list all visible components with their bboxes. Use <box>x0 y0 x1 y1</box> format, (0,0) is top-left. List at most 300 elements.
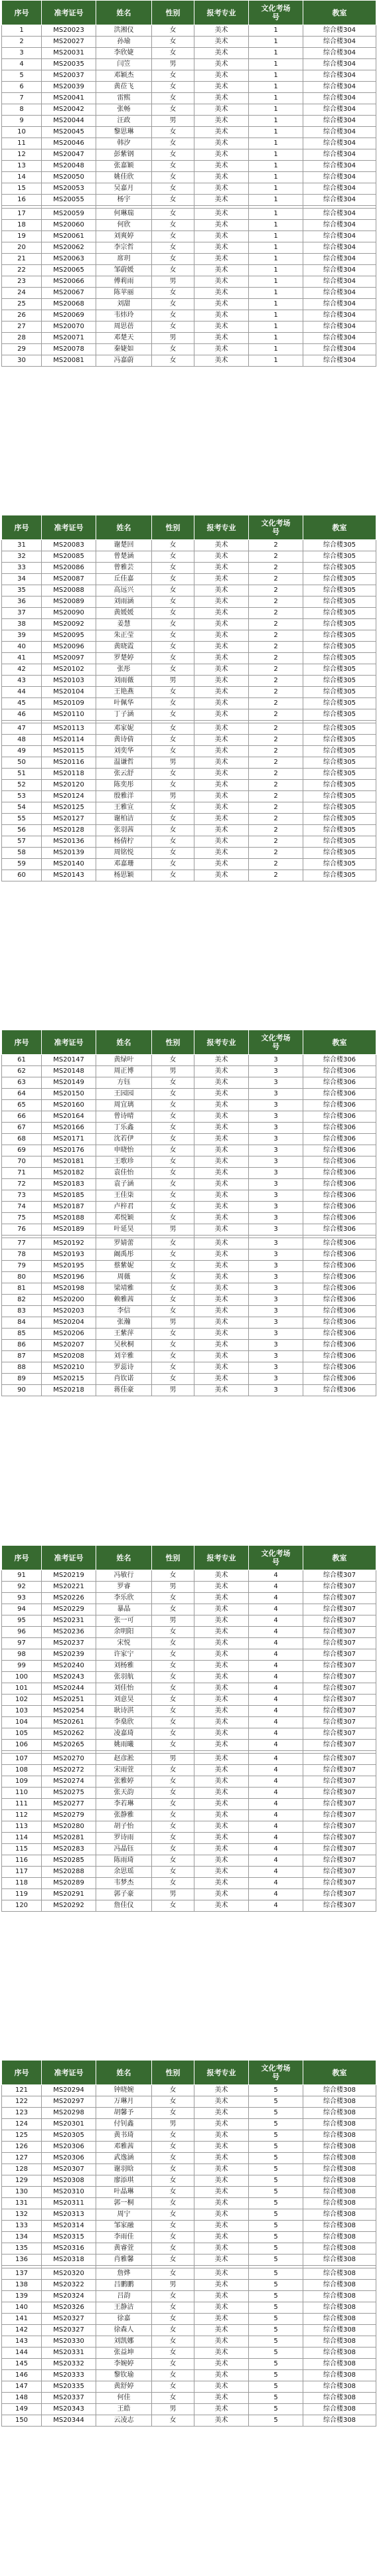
cell-name: 王皓 <box>96 2404 152 2415</box>
cell-major: 美术 <box>194 664 249 676</box>
table-row <box>2 2243 376 2254</box>
cell-seq: 128 <box>2 2164 42 2175</box>
table-row <box>2 757 376 769</box>
cell-exam-id: MS20262 <box>42 1728 96 1740</box>
cell-gender: 女 <box>152 1213 194 1224</box>
cell-classroom: 综合楼305 <box>303 664 376 676</box>
cell-exam-id: MS20092 <box>42 619 96 630</box>
cell-major: 美术 <box>194 1867 249 1878</box>
cell-classroom: 综合楼307 <box>303 1638 376 1649</box>
cell-classroom: 综合楼305 <box>303 746 376 757</box>
cell-exam-id: MS20215 <box>42 1374 96 1385</box>
table-row <box>2 769 376 780</box>
cell-exam-room: 5 <box>249 2347 303 2359</box>
cell-major: 美术 <box>194 209 249 220</box>
cell-gender: 女 <box>152 1855 194 1867</box>
cell-exam-id: MS20120 <box>42 780 96 791</box>
cell-major: 美术 <box>194 2221 249 2232</box>
table-row <box>2 2153 376 2164</box>
cell-name: 袁子涵 <box>96 1179 152 1190</box>
cell-gender: 女 <box>152 1100 194 1111</box>
cell-gender: 女 <box>152 1788 194 1799</box>
header-seq: 序号 <box>2 2061 42 2085</box>
cell-gender: 女 <box>152 1661 194 1672</box>
cell-classroom: 综合楼308 <box>303 2198 376 2209</box>
cell-exam-room: 4 <box>249 1776 303 1788</box>
header-gender: 性别 <box>152 1 194 25</box>
cell-seq: 37 <box>2 608 42 619</box>
table-row <box>2 1238 376 1249</box>
cell-gender: 女 <box>152 1202 194 1213</box>
table-row <box>2 93 376 104</box>
cell-name: 赖雅茜 <box>96 1295 152 1306</box>
cell-gender: 女 <box>152 195 194 206</box>
cell-name: 刘雨薇 <box>96 676 152 687</box>
cell-gender: 女 <box>152 2336 194 2347</box>
cell-seq: 42 <box>2 664 42 676</box>
cell-gender: 男 <box>152 1385 194 1396</box>
cell-seq: 140 <box>2 2302 42 2314</box>
cell-seq: 6 <box>2 82 42 93</box>
cell-major: 美术 <box>194 1706 249 1717</box>
table-row <box>2 1765 376 1776</box>
cell-classroom: 综合楼306 <box>303 1111 376 1123</box>
cell-major: 美术 <box>194 2130 249 2142</box>
cell-gender: 男 <box>152 2280 194 2291</box>
cell-name: 詹烨 <box>96 2268 152 2280</box>
cell-exam-room: 3 <box>249 1179 303 1190</box>
cell-exam-room: 1 <box>249 161 303 172</box>
cell-exam-id: MS20160 <box>42 1100 96 1111</box>
cell-gender: 男 <box>152 1224 194 1236</box>
table-row <box>2 2254 376 2266</box>
cell-seq: 12 <box>2 149 42 161</box>
cell-gender: 女 <box>152 2175 194 2187</box>
cell-name: 钟晓婉 <box>96 2085 152 2096</box>
cell-gender: 男 <box>152 59 194 70</box>
table-row <box>2 2164 376 2175</box>
cell-classroom: 综合楼308 <box>303 2187 376 2198</box>
cell-seq: 38 <box>2 619 42 630</box>
cell-major: 美术 <box>194 183 249 195</box>
cell-exam-id: MS20183 <box>42 1179 96 1190</box>
cell-classroom: 综合楼307 <box>303 1754 376 1765</box>
cell-major: 美术 <box>194 2325 249 2336</box>
table-row <box>2 1374 376 1385</box>
cell-classroom: 综合楼308 <box>303 2302 376 2314</box>
cell-gender: 女 <box>152 2393 194 2404</box>
cell-major: 美术 <box>194 1754 249 1765</box>
cell-classroom: 综合楼308 <box>303 2175 376 2187</box>
table-row <box>2 1134 376 1145</box>
cell-gender: 女 <box>152 1821 194 1833</box>
cell-exam-room: 2 <box>249 653 303 664</box>
cell-classroom: 综合楼304 <box>303 299 376 310</box>
cell-seq: 41 <box>2 653 42 664</box>
cell-exam-id: MS20219 <box>42 1570 96 1582</box>
header-classroom: 教室 <box>303 515 376 540</box>
cell-gender: 女 <box>152 1717 194 1728</box>
cell-classroom: 综合楼308 <box>303 2119 376 2130</box>
table-row <box>2 735 376 746</box>
cell-gender: 女 <box>152 1179 194 1190</box>
cell-seq: 86 <box>2 1340 42 1351</box>
cell-major: 美术 <box>194 149 249 161</box>
cell-exam-room: 1 <box>249 183 303 195</box>
cell-seq: 29 <box>2 344 42 355</box>
cell-name: 宋悦 <box>96 1638 152 1649</box>
cell-classroom: 综合楼306 <box>303 1100 376 1111</box>
cell-name: 杨倩柠 <box>96 836 152 848</box>
cell-exam-room: 5 <box>249 2393 303 2404</box>
cell-name: 黄书琦 <box>96 2130 152 2142</box>
cell-exam-id: MS20332 <box>42 2359 96 2370</box>
table-row <box>2 333 376 344</box>
table-row <box>2 1661 376 1672</box>
cell-classroom: 综合楼307 <box>303 1615 376 1627</box>
table-row <box>2 1649 376 1661</box>
cell-major: 美术 <box>194 709 249 721</box>
cell-gender: 女 <box>152 2325 194 2336</box>
cell-major: 美术 <box>194 1306 249 1317</box>
cell-classroom: 综合楼304 <box>303 333 376 344</box>
cell-major: 美术 <box>194 1089 249 1100</box>
cell-exam-id: MS20071 <box>42 333 96 344</box>
cell-gender: 女 <box>152 2130 194 2142</box>
cell-name: 许家宁 <box>96 1649 152 1661</box>
cell-name: 何欣 <box>96 220 152 231</box>
cell-name: 秦婕如 <box>96 344 152 355</box>
cell-classroom: 综合楼304 <box>303 209 376 220</box>
cell-name: 李婉婷 <box>96 2359 152 2370</box>
cell-gender: 男 <box>152 333 194 344</box>
cell-exam-room: 4 <box>249 1604 303 1615</box>
header-name: 姓名 <box>96 1546 152 1570</box>
cell-exam-room: 3 <box>249 1213 303 1224</box>
table-row <box>2 1111 376 1123</box>
cell-exam-room: 5 <box>249 2302 303 2314</box>
cell-name: 蒋佳豪 <box>96 1385 152 1396</box>
cell-name: 雷熙 <box>96 93 152 104</box>
cell-major: 美术 <box>194 1329 249 1340</box>
cell-major: 美术 <box>194 2268 249 2280</box>
cell-major: 美术 <box>194 2232 249 2243</box>
cell-name: 黄绿叶 <box>96 1055 152 1066</box>
cell-major: 美术 <box>194 1077 249 1089</box>
cell-classroom: 综合楼304 <box>303 242 376 254</box>
cell-classroom: 综合楼308 <box>303 2359 376 2370</box>
cell-major: 美术 <box>194 1066 249 1077</box>
cell-exam-room: 2 <box>249 870 303 881</box>
table-row <box>2 2198 376 2209</box>
cell-classroom: 综合楼305 <box>303 585 376 597</box>
header-name: 姓名 <box>96 1030 152 1055</box>
cell-name: 吕韵 <box>96 2291 152 2302</box>
cell-exam-room: 1 <box>249 333 303 344</box>
cell-gender: 男 <box>152 276 194 288</box>
cell-exam-room: 2 <box>249 551 303 563</box>
cell-seq: 14 <box>2 172 42 183</box>
cell-seq: 24 <box>2 288 42 299</box>
cell-exam-room: 3 <box>249 1202 303 1213</box>
cell-name: 刘凯娜 <box>96 2336 152 2347</box>
cell-exam-room: 5 <box>249 2221 303 2232</box>
cell-major: 美术 <box>194 322 249 333</box>
cell-exam-id: MS20118 <box>42 769 96 780</box>
cell-exam-id: MS20231 <box>42 1615 96 1627</box>
cell-exam-id: MS20198 <box>42 1283 96 1295</box>
cell-classroom: 综合楼307 <box>303 1717 376 1728</box>
cell-exam-id: MS20114 <box>42 735 96 746</box>
cell-major: 美术 <box>194 2198 249 2209</box>
cell-seq: 111 <box>2 1799 42 1810</box>
header-classroom: 教室 <box>303 1 376 25</box>
cell-major: 美术 <box>194 1134 249 1145</box>
cell-exam-id: MS20109 <box>42 698 96 709</box>
cell-name: 周思蓓 <box>96 322 152 333</box>
cell-classroom: 综合楼307 <box>303 1627 376 1638</box>
cell-exam-room: 1 <box>249 288 303 299</box>
cell-major: 美术 <box>194 746 249 757</box>
cell-seq: 63 <box>2 1077 42 1089</box>
cell-classroom: 综合楼307 <box>303 1728 376 1740</box>
cell-seq: 91 <box>2 1570 42 1582</box>
cell-exam-room: 5 <box>249 2381 303 2393</box>
cell-seq: 113 <box>2 1821 42 1833</box>
cell-name: 刘甜 <box>96 299 152 310</box>
cell-seq: 13 <box>2 161 42 172</box>
cell-exam-room: 4 <box>249 1788 303 1799</box>
cell-exam-room: 1 <box>249 344 303 355</box>
cell-major: 美术 <box>194 859 249 870</box>
cell-exam-id: MS20244 <box>42 1683 96 1695</box>
table-row <box>2 1672 376 1683</box>
table-row <box>2 1728 376 1740</box>
table-row <box>2 848 376 859</box>
cell-exam-room: 1 <box>249 265 303 276</box>
cell-major: 美术 <box>194 1362 249 1374</box>
cell-seq: 48 <box>2 735 42 746</box>
cell-exam-id: MS20237 <box>42 1638 96 1649</box>
cell-seq: 32 <box>2 551 42 563</box>
cell-major: 美术 <box>194 1202 249 1213</box>
table-row <box>2 2302 376 2314</box>
cell-exam-id: MS20251 <box>42 1695 96 1706</box>
cell-gender: 男 <box>152 1317 194 1329</box>
cell-gender: 女 <box>152 698 194 709</box>
cell-seq: 25 <box>2 299 42 310</box>
cell-seq: 18 <box>2 220 42 231</box>
cell-exam-id: MS20218 <box>42 1385 96 1396</box>
cell-exam-id: MS20270 <box>42 1754 96 1765</box>
cell-exam-room: 5 <box>249 2209 303 2221</box>
cell-exam-room: 4 <box>249 1683 303 1695</box>
cell-exam-id: MS20275 <box>42 1788 96 1799</box>
cell-gender: 男 <box>152 1615 194 1627</box>
cell-name: 郭一桐 <box>96 2198 152 2209</box>
cell-classroom: 综合楼306 <box>303 1374 376 1385</box>
cell-name: 闫笠 <box>96 59 152 70</box>
cell-classroom: 综合楼306 <box>303 1168 376 1179</box>
cell-exam-room: 4 <box>249 1672 303 1683</box>
cell-name: 肖雅馨 <box>96 2254 152 2266</box>
table-row <box>2 2085 376 2096</box>
cell-major: 美术 <box>194 161 249 172</box>
table-row <box>2 1340 376 1351</box>
cell-gender: 女 <box>152 104 194 116</box>
cell-major: 美术 <box>194 2393 249 2404</box>
table-row <box>2 859 376 870</box>
table-row <box>2 597 376 608</box>
cell-gender: 女 <box>152 859 194 870</box>
table-row <box>2 653 376 664</box>
cell-seq: 78 <box>2 1249 42 1261</box>
cell-name: 黎思琳 <box>96 127 152 138</box>
cell-name: 王艳燕 <box>96 687 152 698</box>
cell-seq: 131 <box>2 2198 42 2209</box>
header-exam-id: 准考证号 <box>42 1546 96 1570</box>
cell-major: 美术 <box>194 2096 249 2108</box>
cell-classroom: 综合楼306 <box>303 1385 376 1396</box>
cell-exam-room: 4 <box>249 1878 303 1889</box>
cell-name: 云凌志 <box>96 2415 152 2427</box>
cell-major: 美术 <box>194 653 249 664</box>
cell-exam-id: MS20279 <box>42 1810 96 1821</box>
cell-major: 美术 <box>194 48 249 59</box>
cell-exam-id: MS20068 <box>42 299 96 310</box>
cell-seq: 89 <box>2 1374 42 1385</box>
cell-exam-id: MS20039 <box>42 82 96 93</box>
cell-classroom: 综合楼305 <box>303 653 376 664</box>
cell-name: 黄莅飞 <box>96 82 152 93</box>
cell-exam-id: MS20333 <box>42 2370 96 2381</box>
cell-seq: 26 <box>2 310 42 322</box>
cell-exam-id: MS20195 <box>42 1261 96 1272</box>
cell-gender: 女 <box>152 1706 194 1717</box>
cell-exam-room: 3 <box>249 1055 303 1066</box>
cell-gender: 男 <box>152 791 194 802</box>
cell-seq: 143 <box>2 2336 42 2347</box>
table-row <box>2 299 376 310</box>
cell-name: 詹佳仪 <box>96 1900 152 1912</box>
cell-name: 黄媛媛 <box>96 608 152 619</box>
table-row <box>2 209 376 220</box>
cell-gender: 女 <box>152 1168 194 1179</box>
cell-classroom: 综合楼306 <box>303 1306 376 1317</box>
cell-name: 黄舒婷 <box>96 2381 152 2393</box>
cell-name: 邓楚天 <box>96 333 152 344</box>
cell-seq: 19 <box>2 231 42 242</box>
cell-classroom: 综合楼307 <box>303 1672 376 1683</box>
cell-exam-id: MS20306 <box>42 2142 96 2153</box>
cell-exam-room: 4 <box>249 1706 303 1717</box>
cell-name: 孙瑜 <box>96 37 152 48</box>
cell-gender: 女 <box>152 1799 194 1810</box>
cell-name: 邓家妮 <box>96 723 152 735</box>
cell-name: 李宗哲 <box>96 242 152 254</box>
cell-name: 李雨佳 <box>96 2232 152 2243</box>
cell-gender: 女 <box>152 231 194 242</box>
cell-exam-room: 4 <box>249 1810 303 1821</box>
table-row <box>2 104 376 116</box>
table-row <box>2 242 376 254</box>
cell-gender: 女 <box>152 127 194 138</box>
cell-exam-room: 3 <box>249 1295 303 1306</box>
cell-gender: 女 <box>152 70 194 82</box>
cell-gender: 女 <box>152 780 194 791</box>
cell-classroom: 综合楼304 <box>303 138 376 149</box>
cell-name: 彭紫钢 <box>96 149 152 161</box>
cell-seq: 104 <box>2 1717 42 1728</box>
cell-exam-id: MS20148 <box>42 1066 96 1077</box>
cell-major: 美术 <box>194 791 249 802</box>
cell-seq: 85 <box>2 1329 42 1340</box>
header-classroom: 教室 <box>303 1546 376 1570</box>
cell-exam-room: 4 <box>249 1833 303 1844</box>
cell-name: 罗楚婷 <box>96 653 152 664</box>
cell-gender: 男 <box>152 1889 194 1900</box>
cell-exam-room: 5 <box>249 2085 303 2096</box>
cell-seq: 64 <box>2 1089 42 1100</box>
cell-gender: 女 <box>152 1695 194 1706</box>
cell-name: 刘爽婷 <box>96 231 152 242</box>
cell-gender: 男 <box>152 676 194 687</box>
cell-seq: 5 <box>2 70 42 82</box>
table-row <box>2 2280 376 2291</box>
cell-gender: 女 <box>152 1776 194 1788</box>
cell-exam-id: MS20196 <box>42 1272 96 1283</box>
cell-major: 美术 <box>194 540 249 551</box>
cell-major: 美术 <box>194 1283 249 1295</box>
cell-major: 美术 <box>194 1661 249 1672</box>
cell-exam-room: 4 <box>249 1582 303 1593</box>
cell-major: 美术 <box>194 1385 249 1396</box>
cell-gender: 女 <box>152 149 194 161</box>
cell-exam-room: 2 <box>249 563 303 574</box>
cell-exam-id: MS20090 <box>42 608 96 619</box>
cell-major: 美术 <box>194 1740 249 1751</box>
cell-exam-id: MS20166 <box>42 1123 96 1134</box>
cell-exam-id: MS20192 <box>42 1238 96 1249</box>
table-row <box>2 344 376 355</box>
cell-classroom: 综合楼308 <box>303 2325 376 2336</box>
cell-name: 邓悦颖 <box>96 1213 152 1224</box>
cell-seq: 108 <box>2 1765 42 1776</box>
cell-exam-room: 2 <box>249 574 303 585</box>
cell-major: 美术 <box>194 231 249 242</box>
cell-seq: 62 <box>2 1066 42 1077</box>
cell-major: 美术 <box>194 687 249 698</box>
cell-exam-room: 2 <box>249 802 303 814</box>
cell-name: 周宁 <box>96 2209 152 2221</box>
table-row <box>2 802 376 814</box>
table-row <box>2 619 376 630</box>
table-row <box>2 231 376 242</box>
cell-seq: 80 <box>2 1272 42 1283</box>
table-row <box>2 1604 376 1615</box>
cell-seq: 75 <box>2 1213 42 1224</box>
cell-seq: 60 <box>2 870 42 881</box>
cell-classroom: 综合楼305 <box>303 825 376 836</box>
cell-exam-id: MS20140 <box>42 859 96 870</box>
cell-seq: 107 <box>2 1754 42 1765</box>
cell-major: 美术 <box>194 1638 249 1649</box>
cell-exam-id: MS20203 <box>42 1306 96 1317</box>
cell-exam-room: 3 <box>249 1261 303 1272</box>
table-row <box>2 1295 376 1306</box>
cell-seq: 136 <box>2 2254 42 2266</box>
cell-gender: 女 <box>152 2302 194 2314</box>
